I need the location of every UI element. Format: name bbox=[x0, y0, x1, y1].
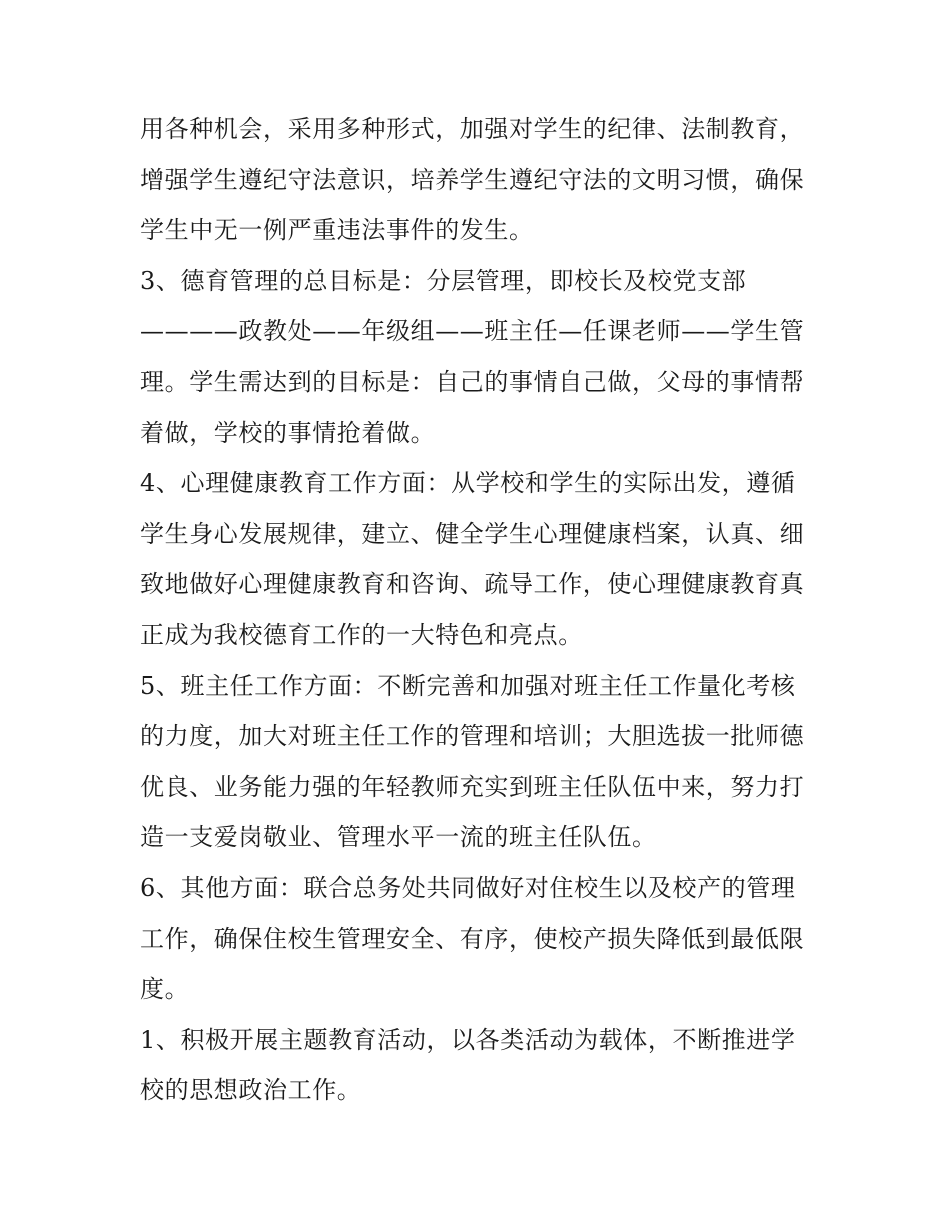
paragraph-discipline-education bbox=[140, 104, 820, 256]
text-line: 学生中无一例严重违法事件的发生。 bbox=[140, 216, 534, 245]
text-line: 4、心理健康教育工作方面：从学校和学生的实际出发，遵循 bbox=[140, 469, 796, 498]
text-line: 着做，学校的事情抢着做。 bbox=[140, 418, 436, 447]
paragraph-mental-health-education bbox=[140, 458, 820, 660]
paragraph-moral-management-goal bbox=[140, 256, 820, 458]
text-line: 的力度，加大对班主任工作的管理和培训；大胆选拔一批师德 bbox=[140, 722, 805, 751]
text-line: 优良、业务能力强的年轻教师充实到班主任队伍中来，努力打 bbox=[140, 772, 805, 801]
text-line: 正成为我校德育工作的一大特色和亮点。 bbox=[140, 620, 583, 649]
document-body bbox=[140, 104, 820, 1116]
text-line: 造一支爱岗敬业、管理水平一流的班主任队伍。 bbox=[140, 823, 657, 852]
text-line: 致地做好心理健康教育和咨询、疏导工作，使心理健康教育真 bbox=[140, 570, 805, 599]
text-line: 1、积极开展主题教育活动，以各类活动为载体，不断推进学 bbox=[140, 1025, 796, 1054]
text-line: 理。学生需达到的目标是：自己的事情自己做，父母的事情帮 bbox=[140, 367, 805, 396]
text-line: 6、其他方面：联合总务处共同做好对住校生以及校产的管理 bbox=[140, 873, 796, 902]
text-line: 学生身心发展规律，建立、健全学生心理健康档案，认真、细 bbox=[140, 519, 805, 548]
paragraph-theme-education-activities bbox=[140, 1015, 820, 1116]
text-line: 用各种机会，采用多种形式，加强对学生的纪律、法制教育， bbox=[140, 115, 805, 143]
text-line: 工作，确保住校生管理安全、有序，使校产损失降低到最低限 bbox=[140, 924, 805, 953]
text-line: 度。 bbox=[140, 975, 190, 1004]
text-line: 增强学生遵纪守法意识，培养学生遵纪守法的文明习惯，确保 bbox=[140, 165, 805, 194]
text-line: 5、班主任工作方面：不断完善和加强对班主任工作量化考核 bbox=[140, 671, 796, 700]
text-line: 3、德育管理的总目标是：分层管理，即校长及校党支部 bbox=[140, 266, 747, 295]
text-line: 校的思想政治工作。 bbox=[140, 1076, 362, 1105]
paragraph-class-teacher-work bbox=[140, 661, 820, 863]
paragraph-other-aspects bbox=[140, 863, 820, 1015]
text-line: ————政教处——年级组——班主任—任课老师——学生管 bbox=[140, 317, 805, 346]
